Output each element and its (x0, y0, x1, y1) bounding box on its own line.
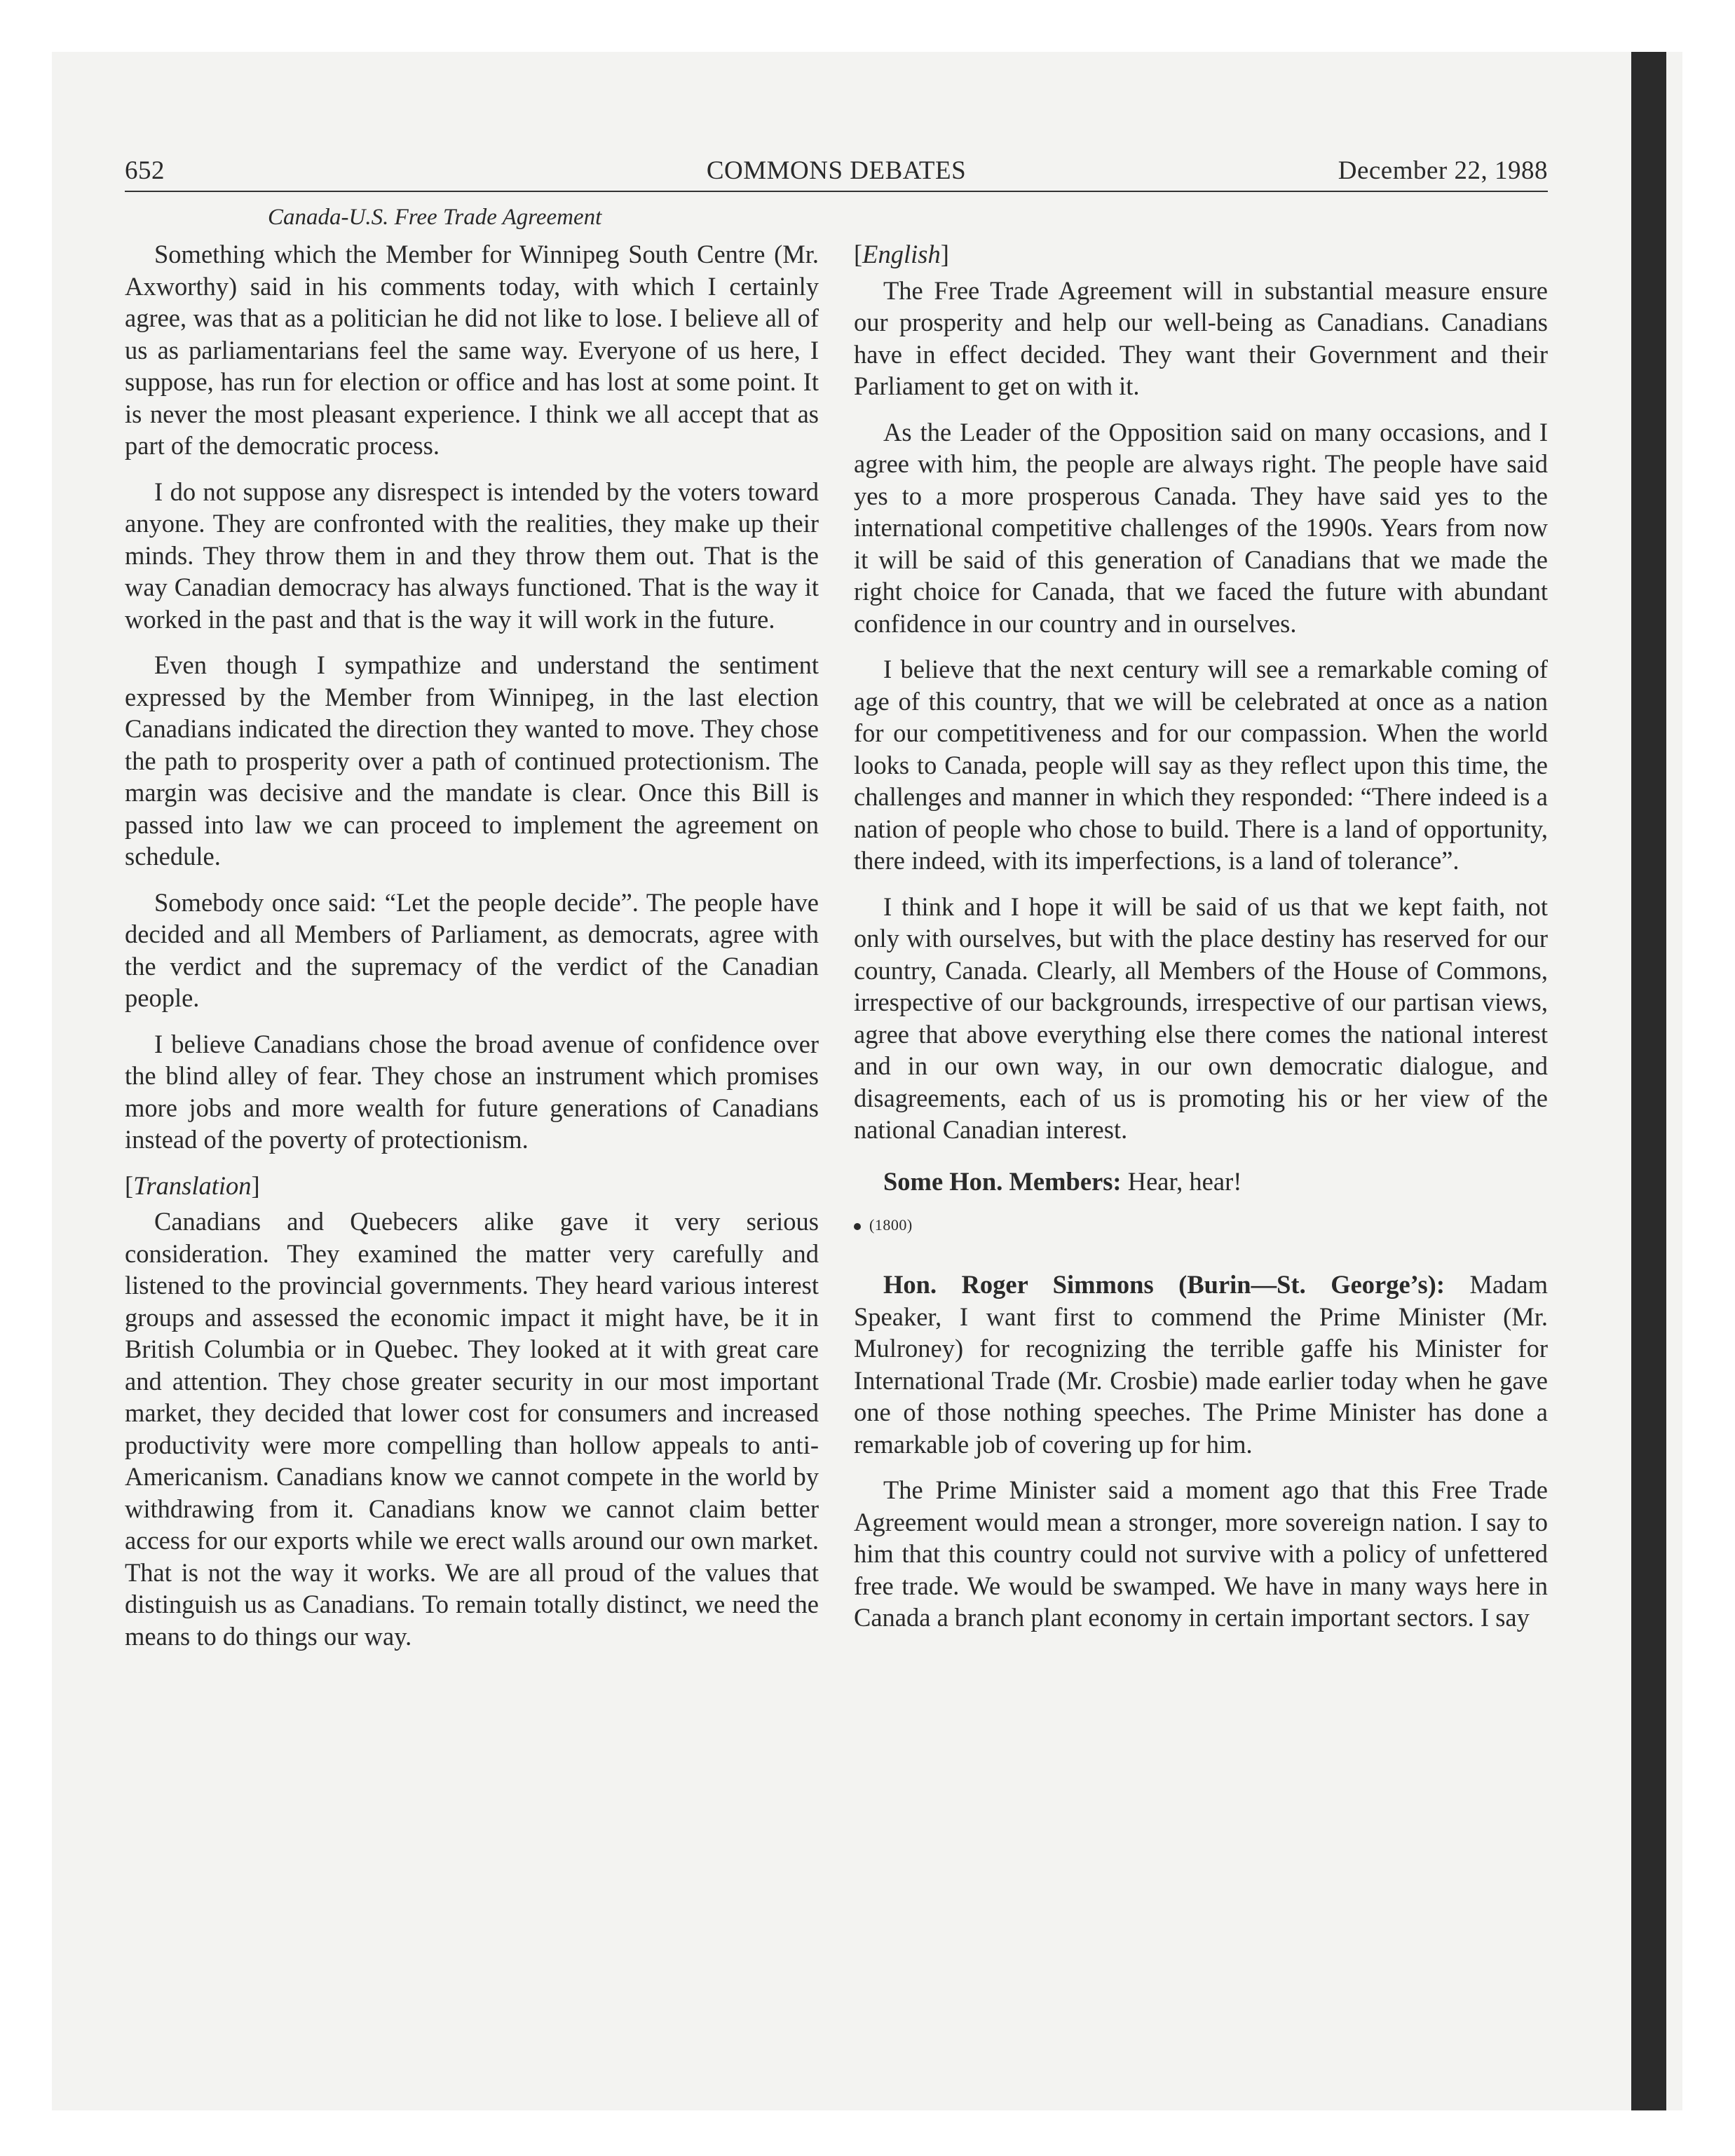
debate-subject: Canada-U.S. Free Trade Agreement (268, 205, 602, 230)
speech-text: Hear, hear! (1127, 1166, 1242, 1196)
speaker-name: Some Hon. Members: (883, 1166, 1122, 1196)
paragraph: I believe Canadians chose the broad avenue of confidence over the blind alley of fear. They chose an instrument which promises more jobs and more wealth for future generations of Canadians instead of the poverty of protectionism. (125, 1029, 819, 1154)
paragraph: Something which the Member for Winnipeg South Centre (Mr. Axworthy) said in his comments today, with which I certainly agree, was that as a politician he did not like to lose. I believe all of us as parliamentarians feel the same way. Everyone of us here, I suppose, has run for election or office and has lost at some point. It is never the most pleasant experience. I think we all accept that as part of the democratic process. (125, 240, 819, 460)
paragraph: Somebody once said: “Let the people decide”. The people have decided and all Members of Parliament, as democrats, agree with the verdict and the supremacy of the verdict of the Canadian people. (125, 887, 819, 1012)
paragraph: The Prime Minister said a moment ago that this Free Trade Agreement would mean a stronger, more sovereign nation. I say to him that this country could not survive with a policy of unfettered free trade. We would be swamped. We have in many ways here in Canada a branch plant economy in certain important sectors. I say (854, 1475, 1548, 1632)
bullet-icon (854, 1223, 861, 1230)
left-column (125, 238, 819, 1666)
paragraph: I believe that the next century will see a remarkable coming of age of this country, that we will be celebrated at once as a nation for our competitiveness and for our compassion. When the world looks to Canada, people will say as they reflect upon this time, the challenges and manner in which they responded: “There indeed is a nation of people who chose to build. There is a land of opportunity, there indeed, with its imperfections, is a land of tolerance”. (854, 655, 1548, 875)
paragraph: Canadians and Quebecers alike gave it very serious consideration. They examined the matter very carefully and listened to the provincial governments. They heard various interest groups and assessed the economic impact it might have, be it in British Columbia or in Quebec. They looked at it with great care and attention. They chose greater security in our most important market, they decided that lower cost for consumers and increased productivity were more compelling than hollow appeals to anti-Americanism. Canadians know we cannot compete in the world by withdrawing from it. Canadians know we cannot claim better access for our exports while we erect walls around our own market. That is not the way it works. We are all proud of the values that distinguish us as Canadians. To remain totally distinct, we need the means to do things our way. (125, 1207, 819, 1651)
paragraph: I do not suppose any disrespect is intended by the voters toward anyone. They are confronted with the realities, they make up their minds. They throw them in and they throw them out. That is the way Canadian democracy has always functioned. That is the way it worked in the past and that is the way it will work in the future. (125, 477, 819, 634)
paragraph: I think and I hope it will be said of us that we kept faith, not only with ourselves, but with the place destiny has reserved for our country, Canada. Clearly, all Members of the House of Commons, irrespective of our backgrounds, irrespective of our partisan views, agree that above everything else there comes the national interest and in our own way, in our own democratic dialogue, and disagreements, each of us is promoting his or her view of the national Canadian interest. (854, 892, 1548, 1144)
english-label: [English] (854, 240, 949, 268)
page-number: 652 (125, 156, 165, 185)
translation-label: [Translation] (125, 1171, 260, 1200)
speech-text: Madam Speaker, I want first to commend the Prime Minister (Mr. Mulroney) for recognizing the terrible gaffe his Minister for International Trade (Mr. Crosbie) made earlier today when he gave one of those nothing speeches. The Prime Minister has done a remarkable job of covering up for him. (854, 1270, 1548, 1459)
speech-simmons (854, 1269, 1548, 1460)
paragraph: The Free Trade Agreement will in substantial measure ensure our prosperity and help our well-being as Canadians. Canadians have in effect decided. They want their Government and their Parliament to get on with it. (854, 275, 1548, 400)
publication-title: COMMONS DEBATES (706, 156, 967, 185)
page-content (125, 153, 1548, 1651)
paragraph: Even though I sympathize and understand the sentiment expressed by the Member from Winnipeg, in the last election Canadians indicated the direction they wanted to move. They chose the path to prosperity over a path of continued protectionism. The margin was decisive and the mandate is clear. Once this Bill is passed into law we can proceed to implement the agreement on schedule. (125, 650, 819, 871)
scan-binding-edge (1631, 52, 1666, 2110)
right-column (854, 238, 1548, 1648)
members-interjection (854, 1166, 1548, 1198)
translation-label-text: Translation (133, 1171, 252, 1200)
header-rule (125, 191, 1548, 192)
paragraph: As the Leader of the Opposition said on many occasions, and I agree with him, the people are always right. The people have said yes to a more prosperous Canada. They have said yes to the international competitive challenges of the 1990s. Years from now it will be said of this generation of Canadians that we made the right choice for Canada, that we faced the future with abundant confidence in our country and in ourselves. (854, 417, 1548, 638)
running-header (125, 153, 1548, 189)
sitting-date: December 22, 1988 (1338, 156, 1548, 185)
time-stamp: (1800) (869, 1216, 913, 1234)
speaker-name: Hon. Roger Simmons (Burin—St. George’s): (883, 1270, 1445, 1299)
english-label-text: English (862, 240, 941, 268)
time-marker (854, 1211, 1548, 1239)
